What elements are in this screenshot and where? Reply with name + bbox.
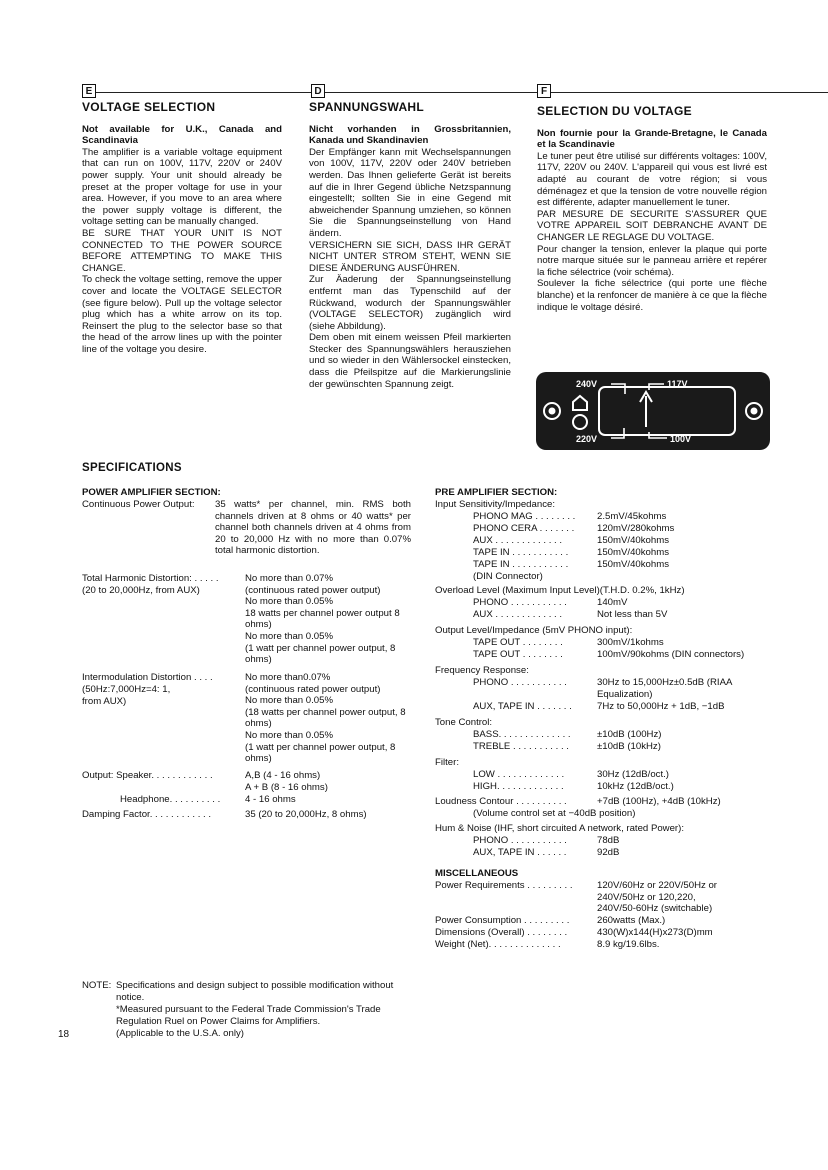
spec-label-hum-phono: PHONO . . . . . . . . . . . (473, 835, 567, 846)
input-sensitivity-heading: Input Sensitivity/Impedance: (435, 499, 555, 510)
note-label: NOTE: (82, 980, 112, 991)
note-modification: Specifications and design subject to possible modification without notice. (116, 980, 394, 1003)
imd-value: No more than0.07% (continuous rated power output) No more than 0.05% (18 watts per channel power output, 8 ohms) No more than 0.05% (1 watt per channel power output, 8 ohms) (245, 672, 406, 765)
miscellaneous-heading: MISCELLANEOUS (435, 868, 519, 879)
spec-label-overload-aux: AUX . . . . . . . . . . . . . (473, 609, 563, 620)
imd-label: Intermodulation Distortion . . . . (82, 672, 213, 683)
loudness-contour-note: (Volume control set at −40dB position) (473, 808, 636, 819)
english-body2: To check the voltage setting, remove the upper cover and locate the VOLTAGE SELECTOR (see figure below). Pull up the voltage selector plug which has a white arrow on its top. Reinsert the plug to the selector base so that the head of the arrow lines up with the pointer line of the voltage you desire. (82, 274, 282, 355)
tone-control-heading: Tone Control: (435, 717, 493, 728)
hum-noise-heading: Hum & Noise (IHF, short circuited A network, rated Power): (435, 823, 684, 834)
continuous-power-value: 35 watts* per channel, min. RMS both channels driven at 8 ohms or 40 watts* per channel both channels driven at 4 ohms from 20 to 20,000 Hz with no more than 0.07% total harmonic distortion. (215, 499, 411, 557)
spec-value-aux: 150mV/40kohms (597, 535, 669, 546)
spec-value-bass: ±10dB (100Hz) (597, 729, 662, 740)
power-amp-heading: POWER AMPLIFIER SECTION: (82, 487, 221, 498)
french-lead: Non fournie pour la Grande-Bretagne, le Canada et la Scandinavie (537, 127, 767, 151)
power-requirements-label: Power Requirements . . . . . . . . . (435, 880, 573, 891)
spec-value-tape-out-din: 100mV/90kohms (DIN connectors) (597, 649, 745, 660)
power-consumption-label: Power Consumption . . . . . . . . . (435, 915, 570, 926)
spec-value-tape-in: 150mV/40kohms (597, 547, 669, 558)
headphone-label: Headphone. . . . . . . . . . (120, 794, 221, 805)
german-lead: Nicht vorhanden in Grossbritannien, Kanada und Skandinavien (309, 123, 511, 147)
french-body2: Pour changer la tension, enlever la plaque qui porte notre marque située sur le panneau arrière et repérer la fiche sélectrice (voir schéma). (537, 243, 767, 278)
spec-value-freq-aux: 7Hz to 50,000Hz + 1dB, −1dB (597, 701, 725, 712)
label-100v: 100V (670, 434, 692, 444)
power-consumption-value: 260watts (Max.) (597, 915, 666, 926)
damping-factor-label: Damping Factor. . . . . . . . . . . . (82, 809, 212, 820)
spec-label-freq-aux: AUX, TAPE IN . . . . . . . (473, 701, 572, 712)
dimensions-label: Dimensions (Overall) . . . . . . . . (435, 927, 568, 938)
specifications-title: SPECIFICATIONS (82, 462, 182, 474)
pre-amplifier-section (435, 487, 775, 867)
lang-badge-english: E (82, 84, 96, 98)
spec-value-tape-in-din: 150mV/40kohms (597, 559, 669, 570)
english-title: VOLTAGE SELECTION (82, 100, 216, 114)
weight-label: Weight (Net). . . . . . . . . . . . . . (435, 939, 561, 950)
spec-label-freq-phono: PHONO . . . . . . . . . . . (473, 677, 567, 688)
power-amplifier-section (82, 487, 422, 927)
english-lead: Not available for U.K., Canada and Scandinavia (82, 123, 282, 147)
din-connector-note: (DIN Connector) (473, 571, 543, 582)
french-body3: Soulever la fiche sélectrice (qui porte une flèche blanche) et la renfoncer de manière à ce que la flèche indique le voltage désiré. (537, 278, 767, 313)
speaker-output-value: A,B (4 - 16 ohms) A + B (8 - 16 ohms) (245, 770, 328, 793)
spec-value-overload-phono: 140mV (597, 597, 628, 608)
spec-label-tape-in-din: TAPE IN . . . . . . . . . . . (473, 559, 569, 570)
speaker-output-label: Output: Speaker. . . . . . . . . . . . (82, 770, 213, 781)
loudness-contour-label: Loudness Contour . . . . . . . . . . (435, 796, 567, 807)
frequency-response-heading: Frequency Response: (435, 665, 529, 676)
selector-base (599, 387, 735, 435)
label-117v: 117V (667, 379, 688, 389)
dimensions-value: 430(W)x144(H)x273(D)mm (597, 927, 713, 938)
note-usa-only: (Applicable to the U.S.A. only) (116, 1028, 244, 1039)
spec-label-treble: TREBLE . . . . . . . . . . . (473, 741, 569, 752)
german-body2: Zur Äaderung der Spannungseinstellung entfernt man das Typenschild auf der Rückwand, wodurch der Spannungswähler (VOLTAGE SELECTOR) zugänglich wird (siehe Abbildung). (309, 274, 511, 332)
header-rule (82, 92, 828, 93)
label-240v: 240V (576, 379, 598, 389)
thd-value: No more than 0.07% (continuous rated power output) No more than 0.05% 18 watts per channel power output 8 ohms) No more than 0.05% (1 watt per channel power output, 8 ohms) (245, 573, 400, 666)
german-caps: VERSICHERN SIE SICH, DASS IHR GERÄT NICHT UNTER STROM STEHT, WENN SIE DIESE ÄNDERUNG AUSFÜHREN. (309, 239, 511, 274)
loudness-contour-value: +7dB (100Hz), +4dB (10kHz) (597, 796, 721, 807)
spec-label-aux: AUX . . . . . . . . . . . . . (473, 535, 563, 546)
spec-value-phono-cera: 120mV/280kohms (597, 523, 675, 534)
english-caps: BE SURE THAT YOUR UNIT IS NOT CONNECTED TO THE POWER SOURCE BEFORE ATTEMPTING TO MAKE THIS CHANGE. (82, 227, 282, 274)
spec-label-tape-out: TAPE OUT . . . . . . . . (473, 637, 563, 648)
label-220v: 220V (576, 434, 598, 444)
damping-factor-value: 35 (20 to 20,000Hz, 8 ohms) (245, 809, 367, 820)
continuous-power-label: Continuous Power Output: (82, 499, 195, 510)
spec-label-phono-mag: PHONO MAG . . . . . . . . (473, 511, 576, 522)
imd-label-ratio: (50Hz:7,000Hz=4: 1, (82, 684, 171, 695)
spec-value-overload-aux: Not less than 5V (597, 609, 668, 620)
french-caps: PAR MESURE DE SECURITE S'ASSURER QUE VOTRE APPAREIL SOIT DEBRANCHE AVANT DE CHANGER LE REGLAGE DU VOLTAGE. (537, 208, 767, 243)
spec-value-hum-phono: 78dB (597, 835, 620, 846)
lang-badge-french: F (537, 84, 551, 98)
english-column (82, 102, 282, 355)
french-column (537, 106, 767, 313)
headphone-value: 4 - 16 ohms (245, 794, 296, 805)
thd-label: Total Harmonic Distortion: . . . . . (82, 573, 219, 584)
spec-label-high-filter: HIGH. . . . . . . . . . . . . (473, 781, 564, 792)
output-level-heading: Output Level/Impedance (5mV PHONO input): (435, 625, 633, 636)
spec-label-hum-aux: AUX, TAPE IN . . . . . . (473, 847, 567, 858)
french-title: SELECTION DU VOLTAGE (537, 104, 692, 118)
spec-label-overload-phono: PHONO . . . . . . . . . . . (473, 597, 567, 608)
spec-value-freq-phono: 30Hz to 15,000Hz±0.5dB (RIAA Equalization) (597, 677, 732, 700)
overload-heading: Overload Level (Maximum Input Level)(T.H.D. 0.2%, 1kHz) (435, 585, 685, 596)
spec-label-low-filter: LOW . . . . . . . . . . . . . (473, 769, 565, 780)
spec-value-tape-out: 300mV/1kohms (597, 637, 664, 648)
spec-label-bass: BASS. . . . . . . . . . . . . . (473, 729, 571, 740)
weight-value: 8.9 kg/19.6lbs. (597, 939, 660, 950)
spec-value-phono-mag: 2.5mV/45kohms (597, 511, 667, 522)
lang-badge-german: D (311, 84, 325, 98)
spec-value-high-filter: 10kHz (12dB/oct.) (597, 781, 674, 792)
spec-value-hum-aux: 92dB (597, 847, 620, 858)
spec-label-tape-in: TAPE IN . . . . . . . . . . . (473, 547, 569, 558)
page-number: 18 (58, 1029, 70, 1040)
german-body3: Dem oben mit einem weissen Pfeil markierten Stecker des Spannungswählers herausziehen und so wieder in den Wählersockel einstecken, dass die Pfeilspitze auf die Markierungslinie der gewünschten Spannung zeigt. (309, 332, 511, 390)
spec-label-tape-out-din: TAPE OUT . . . . . . . . (473, 649, 563, 660)
german-column (309, 102, 511, 390)
imd-label-source: from AUX) (82, 696, 127, 707)
voltage-selector-diagram (536, 372, 770, 450)
filter-heading: Filter: (435, 757, 459, 768)
french-body: Le tuner peut être utilisé sur différents voltages: 100V, 117V, 220V ou 240V. L'appareil qui vous est livré est adapté au courant de votre région; si vous déménagez et que la tension de votre nouvelle région est différente, adapter manuellement le tuner. (537, 150, 767, 209)
spec-label-phono-cera: PHONO CERA . . . . . . . (473, 523, 575, 534)
thd-label-range: (20 to 20,000Hz, from AUX) (82, 585, 200, 596)
spec-value-treble: ±10dB (10kHz) (597, 741, 661, 752)
pre-amp-heading: PRE AMPLIFIER SECTION: (435, 487, 558, 498)
english-body: The amplifier is a variable voltage equipment that can run on 100V, 117V, 220V or 240V power supply. Your unit should already be preset at the proper voltage for use in your area. However, if you move to an area where the power supply voltage is different, the voltage setting can be manually changed. (82, 146, 282, 228)
note-ftc-measurement: *Measured pursuant to the Federal Trade Commission's Trade Regulation Ruel on Power Claims for Amplifiers. (116, 1004, 381, 1027)
power-requirements-value: 120V/60Hz or 220V/50Hz or 240V/50Hz or 120,220, 240V/50-60Hz (switchable) (597, 880, 717, 915)
spec-value-low-filter: 30Hz (12dB/oct.) (597, 769, 669, 780)
miscellaneous-section (435, 868, 775, 958)
german-body: Der Empfänger kann mit Wechselspannungen von 100V, 117V, 220V oder 240V betrieben werden. Das Ihnen gelieferte Gerät ist bereits auf die in Ihrer Gegend übliche Netzspannung eingestellt; sollten Sie in eine Gegend mit abweichender Spannung umziehen, so können Sie die Spannungseinstellung von Hand ändern. (309, 146, 511, 239)
german-title: SPANNUNGSWAHL (309, 100, 425, 114)
